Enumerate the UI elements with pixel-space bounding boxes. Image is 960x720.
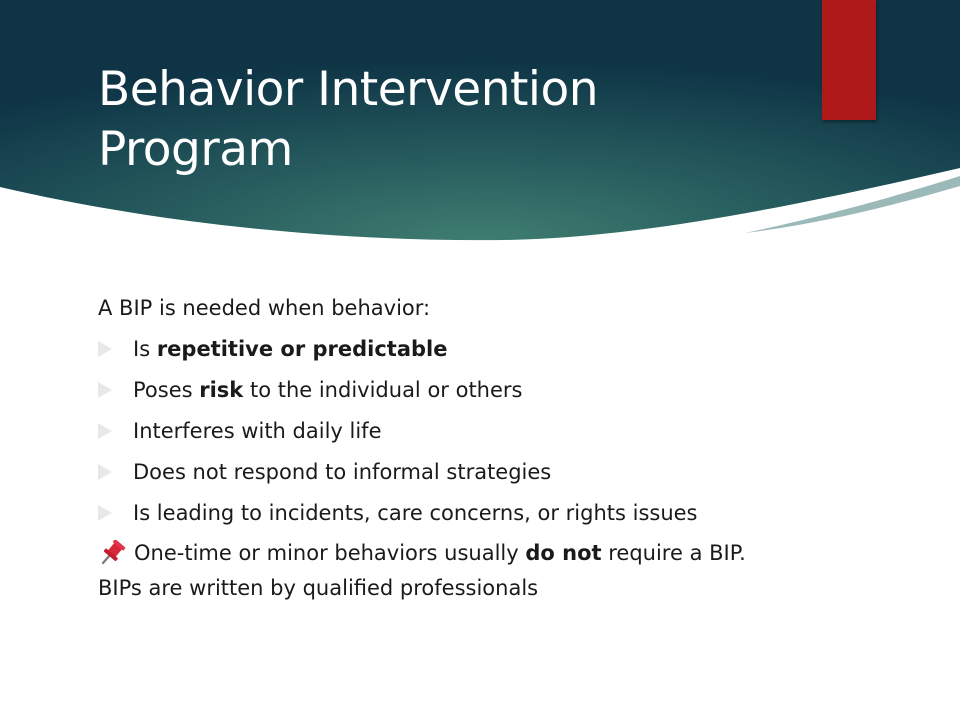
- note-text-post: require a BIP.: [601, 541, 746, 565]
- note-text: [98, 540, 798, 566]
- bullet-item-5: [98, 499, 798, 527]
- bullet-bold-text: risk: [199, 378, 244, 402]
- bullet-arrow-icon: [98, 458, 116, 486]
- bullet-item-3: [98, 417, 798, 445]
- slide-body: [98, 294, 798, 602]
- bullet-arrow-icon: [98, 499, 116, 527]
- bullet-text: Does not respond to informal strategies: [133, 460, 552, 484]
- accent-bar: [822, 0, 876, 120]
- note-text-pre: One-time or minor behaviors usually: [134, 541, 526, 565]
- bullet-arrow-icon: [98, 335, 116, 363]
- title-line-2: Program: [98, 122, 293, 177]
- footer-text: BIPs are written by qualified professionals: [98, 576, 539, 600]
- bullet-arrow-icon: [98, 417, 116, 445]
- bullet-item-4: [98, 458, 798, 486]
- bullet-list: [98, 335, 798, 527]
- pushpin-icon: [98, 540, 126, 566]
- bullet-arrow-icon: [98, 376, 116, 404]
- bullet-item-2: [98, 376, 798, 404]
- bullet-text: Poses: [133, 378, 200, 402]
- bullet-text: Is leading to incidents, care concerns, or rights issues: [133, 501, 698, 525]
- bullet-text: Is: [133, 337, 157, 361]
- bullet-item-1: [98, 335, 798, 363]
- bullet-bold-text: repetitive or predictable: [156, 337, 448, 361]
- bullet-text: Interferes with daily life: [133, 419, 382, 443]
- bullet-text: to the individual or others: [243, 378, 523, 402]
- title-line-1: Behavior Intervention: [98, 62, 599, 117]
- slide-title: [98, 60, 798, 180]
- intro-text: A BIP is needed when behavior:: [98, 296, 431, 320]
- note-bold-text: do not: [525, 541, 602, 565]
